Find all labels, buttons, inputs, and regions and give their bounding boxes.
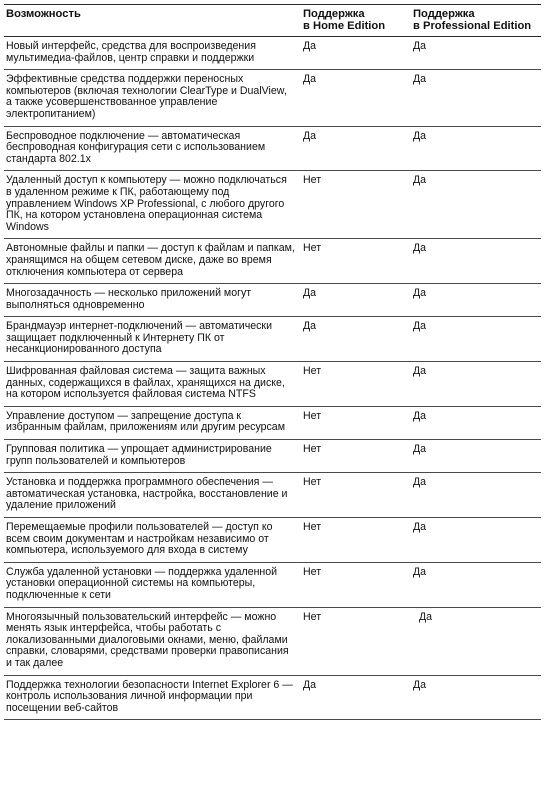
home-support-cell: Да	[301, 284, 411, 317]
table-header	[4, 5, 541, 37]
table-row	[4, 317, 541, 362]
table-row	[4, 126, 541, 171]
home-support-cell: Да	[301, 675, 411, 720]
feature-cell: Новый интерфейс, средства для воспроизведения мультимедиа-файлов, центр справки и поддержки	[4, 37, 301, 70]
feature-cell: Управление доступом — запрещение доступа к избранным файлам, приложениям или другим ресурсам	[4, 406, 301, 439]
table-row	[4, 239, 541, 284]
header-row	[4, 5, 541, 37]
pro-support-cell: Да	[411, 70, 541, 126]
feature-cell: Поддержка технологии безопасности Internet Explorer 6 — контроль использования личной информации при посещении веб-сайтов	[4, 675, 301, 720]
table-row	[4, 406, 541, 439]
header-professional-edition: Поддержка в Professional Edition	[411, 5, 541, 37]
home-support-cell: Нет	[301, 473, 411, 518]
pro-support-cell: Да	[411, 37, 541, 70]
home-support-cell: Да	[301, 37, 411, 70]
header-feature: Возможность	[4, 5, 301, 37]
pro-support-cell: Да	[411, 518, 541, 563]
table-row	[4, 607, 541, 675]
table-body	[4, 37, 541, 720]
pro-support-cell: Да	[411, 284, 541, 317]
home-support-cell: Нет	[301, 362, 411, 407]
feature-cell: Многоязычный пользовательский интерфейс — можно менять язык интерфейса, чтобы работать с локализованными диалоговыми окнами, меню, файлами справки, словарями, средствами проверки правописания и так далее	[4, 607, 301, 675]
pro-support-cell: Да	[411, 562, 541, 607]
feature-cell: Эффективные средства поддержки переносных компьютеров (включая технологии ClearType и DualView, а также усовершенствованное управление электропитанием)	[4, 70, 301, 126]
home-support-cell: Нет	[301, 239, 411, 284]
home-support-cell: Нет	[301, 440, 411, 473]
feature-cell: Шифрованная файловая система — защита важных данных, содержащихся в файлах, хранящихся на диске, на котором используется файловая система NTFS	[4, 362, 301, 407]
pro-support-cell: Да	[411, 607, 541, 675]
pro-support-cell: Да	[411, 171, 541, 239]
table-row	[4, 675, 541, 720]
pro-support-cell: Да	[411, 239, 541, 284]
table-row	[4, 284, 541, 317]
pro-support-cell: Да	[411, 675, 541, 720]
home-support-cell: Нет	[301, 607, 411, 675]
feature-cell: Многозадачность — несколько приложений могут выполняться одновременно	[4, 284, 301, 317]
home-support-cell: Да	[301, 317, 411, 362]
feature-cell: Служба удаленной установки — поддержка удаленной установки операционной системы на компьютеры, подключенные к сети	[4, 562, 301, 607]
table-row	[4, 440, 541, 473]
table-row	[4, 37, 541, 70]
feature-cell: Установка и поддержка программного обеспечения — автоматическая установка, настройка, восстановление и удаление приложений	[4, 473, 301, 518]
table-row	[4, 473, 541, 518]
feature-cell: Беспроводное подключение — автоматическая беспроводная конфигурация сети с использованием стандарта 802.1x	[4, 126, 301, 171]
table-row	[4, 518, 541, 563]
feature-cell: Автономные файлы и папки — доступ к файлам и папкам, хранящимся на общем сетевом диске, даже во время отключения компьютера от сервера	[4, 239, 301, 284]
table-row	[4, 70, 541, 126]
home-support-cell: Да	[301, 70, 411, 126]
feature-cell: Перемещаемые профили пользователей — доступ ко всем своим документам и настройкам независимо от компьютера, используемого для входа в систему	[4, 518, 301, 563]
feature-cell: Брандмауэр интернет-подключений — автоматически защищает подключенный к Интернету ПК от несанкционированного доступа	[4, 317, 301, 362]
home-support-cell: Да	[301, 126, 411, 171]
feature-comparison-table	[4, 4, 541, 720]
pro-support-cell: Да	[411, 406, 541, 439]
table-row	[4, 362, 541, 407]
table-row	[4, 171, 541, 239]
home-support-cell: Нет	[301, 518, 411, 563]
feature-cell: Удаленный доступ к компьютеру — можно подключаться в удаленном режиме к ПК, работающему под управлением Windows XP Professional, с любого другого ПК, на котором установлена операционная система Windows	[4, 171, 301, 239]
home-support-cell: Нет	[301, 562, 411, 607]
home-support-cell: Нет	[301, 406, 411, 439]
pro-support-cell: Да	[411, 317, 541, 362]
pro-support-cell: Да	[411, 126, 541, 171]
home-support-cell: Нет	[301, 171, 411, 239]
feature-cell: Групповая политика — упрощает администрирование групп пользователей и компьютеров	[4, 440, 301, 473]
pro-support-cell: Да	[411, 473, 541, 518]
header-home-edition: Поддержка в Home Edition	[301, 5, 411, 37]
pro-support-cell: Да	[411, 362, 541, 407]
table-row	[4, 562, 541, 607]
pro-support-cell: Да	[411, 440, 541, 473]
